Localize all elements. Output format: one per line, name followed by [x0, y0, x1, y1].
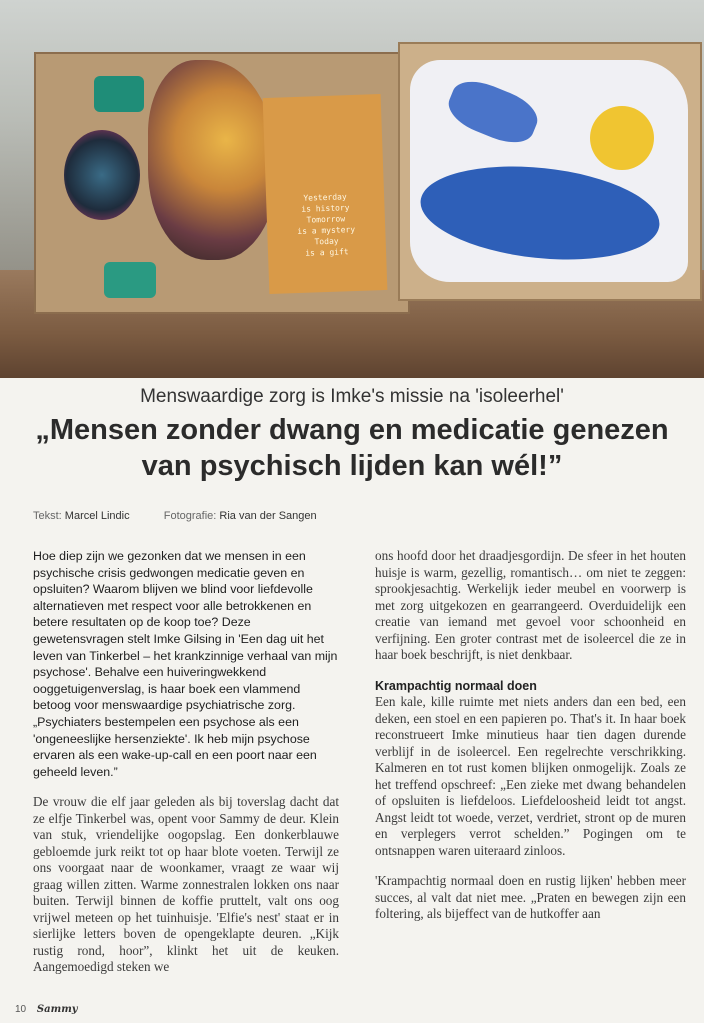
credit-photo-author: Ria van der Sangen: [219, 510, 317, 522]
article-paragraph: 'Krampachtig normaal doen en rustig lijken' hebben meer succes, al valt dat niet mee. „Praten en bewegen zijn een foltering, als bijeffect van de hutkoffer aan: [375, 873, 686, 922]
credit-text-label: Tekst:: [33, 510, 62, 522]
article-headline: „Mensen zonder dwang en medicatie genezen van psychisch lijden kan wél!”: [35, 414, 669, 482]
page-footer: [15, 1004, 78, 1015]
article-column-left: [33, 548, 339, 990]
page-number: 10: [15, 1004, 27, 1015]
article-subheading: Krampachtig normaal doen: [375, 678, 537, 693]
article-photo: [0, 0, 704, 378]
photo-green-gem: [104, 262, 156, 298]
photo-small-butterfly: [64, 130, 140, 220]
article-intro: Hoe diep zijn we gezonken dat we mensen in een psychische crisis gedwongen medicatie geven en opsluiten? Waarom blijven we blind voor liefdevolle alternatieven met respect voor alle betrokkenen en betere resultaten op de koop toe? Deze gewetensvragen stelt Imke Gilsing in 'Een dag uit het leven van Tinkerbel – het krankzinnige verhaal van mijn psychose'. Behalve een huiveringwekkend ooggetuigenverslag, is haar boek een vlammend betoog voor menswaardige psychiatrische zorg. „Psychiaters bestempelen een psychose als een 'ongeneeslijke hersenziekte'. Ik heb mijn psychose ervaren als een wake-up-call en een poort naar een geheeld leven.”: [33, 549, 338, 779]
magazine-logo: Sammy: [36, 1004, 78, 1015]
article-paragraph: ons hoofd door het draadjesgordijn. De sfeer in het houten huisje is warm, gezellig, romantisch… om niet te zeggen: sprookjesachtig. Werkelijk ieder meubel en voorwerp is met zorg uitgekozen en gearrangeerd. Overduidelijk een creatie van iemand met gevoel voor schoonheid en verfijning. Een groter contrast met de isoleercel die ze in haar boek beschrijft, is niet denkbaar.: [375, 548, 686, 662]
article-column-right: [375, 548, 686, 937]
credit-text-author: Marcel Lindic: [64, 510, 130, 522]
article-paragraph: De vrouw die elf jaar geleden als bij toverslag dacht dat ze elfje Tinkerbel was, opent voor Sammy de deur. Klein van stuk, vriendelijke oogopslag. Een donkerblauwe gebloemde jurk reikt tot op haar blote voeten. Terwijl ze ons voorgaat naar de woonkamer, vraagt ze waar wij graag willen zitten. Warme zonnestralen lokken ons naar buiten. Terwijl binnen de koffie pruttelt, valt ons oog vrijwel meteen op het tuinhuisje. 'Elfie's nest' staat er in sierlijke letters boven de opengeklapte deuren. „Kijk rustig rond, hoor”, klinkt het uit de keuken. Aangemoedigd steken we: [33, 794, 339, 975]
article-paragraph: Een kale, kille ruimte met niets anders dan een bed, een deken, een stoel en een papieren po. That's it. In haar boek reconstrueert Imke minutieus haar tien dagen durende verblijf in de isoleercel. Een regelrechte verschrikking. Kalmeren en tot rust komen blijken onmogelijk. Zoals ze het treffend opschreef: „Een zieke met dwang behandelen of opsluiten is liefdeloos. Liefdeloosheid leidt tot angst. Angst leidt tot woede, verzet, verdriet, stront op de muren en verplegers verrot schelden.” Pogingen om te ontsnappen waren uiteraard zinloos.: [375, 694, 686, 858]
photo-green-gem: [94, 76, 144, 112]
article-kicker: Menswaardige zorg is Imke's missie na 'isoleerhel': [140, 386, 564, 407]
photo-felt-sun: [590, 106, 654, 170]
article-credits: [33, 510, 317, 522]
credit-photo-label: Fotografie:: [163, 510, 217, 522]
photo-quote-tag-text: Yesterday is history Tomorrow is a mystery Today is a gift: [297, 192, 356, 258]
